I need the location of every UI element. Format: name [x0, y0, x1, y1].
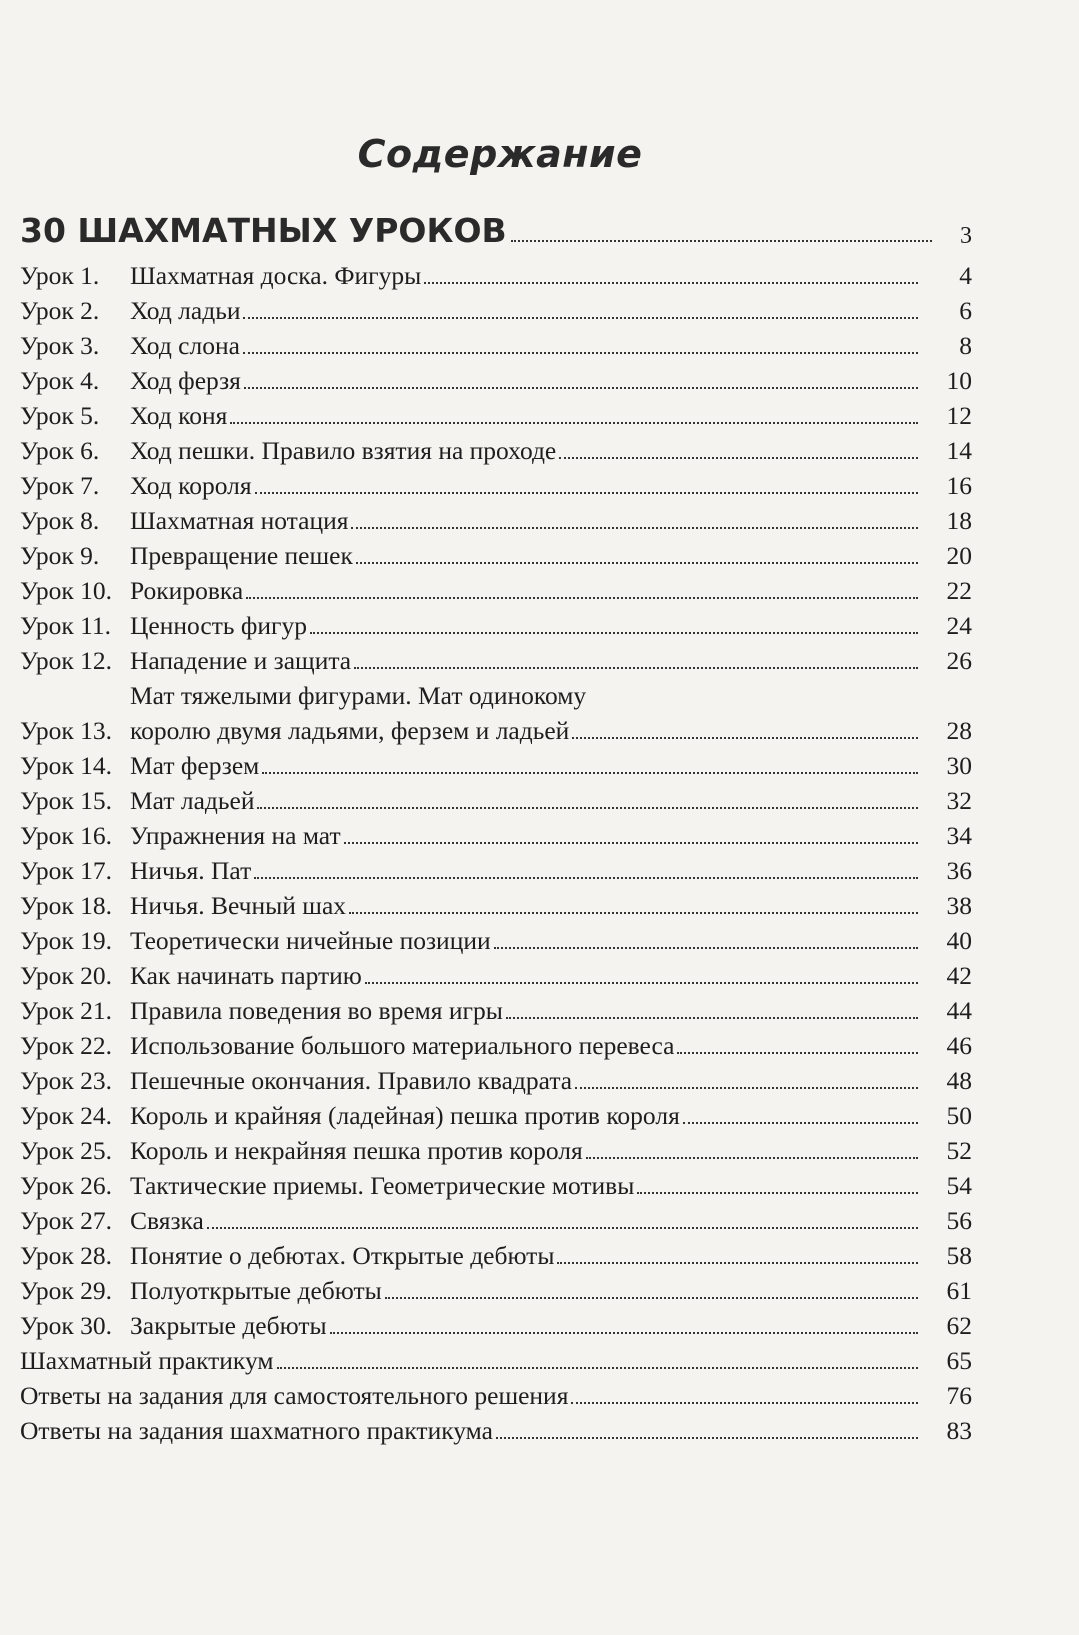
lesson-number: Урок 23. [20, 1066, 112, 1095]
page-number: 76 [946, 1381, 972, 1410]
dot-leader [557, 1262, 918, 1264]
lesson-title: Мат тяжелыми фигурами. Мат одинокому [130, 681, 587, 710]
toc-entry [20, 1063, 972, 1098]
lesson-number: Урок 15. [20, 786, 112, 815]
dot-leader [254, 877, 918, 879]
dot-leader [277, 1367, 919, 1369]
lesson-title: Связка [130, 1206, 204, 1235]
page-number: 61 [946, 1276, 972, 1305]
section-heading [20, 204, 972, 250]
entry-body [130, 993, 932, 1028]
lesson-title: Ход короля [130, 471, 252, 500]
toc-entry [20, 398, 972, 433]
lesson-number: Урок 21. [20, 996, 112, 1025]
page-number: 50 [946, 1101, 972, 1130]
dot-leader [349, 912, 918, 914]
entry-body [20, 1343, 932, 1378]
dot-leader [344, 842, 918, 844]
page-number: 6 [959, 296, 972, 325]
dot-leader [494, 947, 918, 949]
toc-entry [20, 678, 972, 748]
dot-leader [511, 240, 932, 242]
lesson-number: Урок 25. [20, 1136, 112, 1165]
lesson-title: Шахматная нотация [130, 506, 349, 535]
lesson-title: Ход коня [130, 401, 228, 430]
entry-body [130, 1063, 932, 1098]
toc-entry [20, 468, 972, 503]
table-of-contents [20, 258, 972, 1448]
lesson-title: Король и крайняя (ладейная) пешка против короля [130, 1101, 680, 1130]
entry-body [130, 678, 932, 748]
entry-body [130, 573, 932, 608]
dot-leader [572, 737, 918, 739]
lesson-number: Урок 4. [20, 366, 100, 395]
toc-entry [20, 888, 972, 923]
entry-body [130, 398, 932, 433]
dot-leader [365, 982, 918, 984]
lesson-number: Урок 11. [20, 611, 112, 640]
lesson-title: Мат ферзем [130, 751, 260, 780]
lesson-number: Урок 17. [20, 856, 112, 885]
entry-title: Шахматный практикум [20, 1346, 274, 1375]
page-number: 24 [946, 611, 972, 640]
toc-entry [20, 293, 972, 328]
lesson-title: Превращение пешек [130, 541, 353, 570]
entry-body [130, 1168, 932, 1203]
dot-leader [356, 562, 918, 564]
entry-body [130, 433, 932, 468]
lesson-number: Урок 7. [20, 471, 100, 500]
page-number: 42 [946, 961, 972, 990]
page-number: 16 [946, 471, 972, 500]
dot-leader [351, 527, 918, 529]
dot-leader [246, 597, 918, 599]
lesson-title: Ход пешки. Правило взятия на проходе [130, 436, 557, 465]
toc-entry [20, 573, 972, 608]
page-number: 48 [946, 1066, 972, 1095]
lesson-title: Упражнения на мат [130, 821, 341, 850]
page-number: 18 [946, 506, 972, 535]
toc-entry [20, 853, 972, 888]
dot-leader [354, 667, 918, 669]
entry-body [130, 503, 932, 538]
dot-leader [243, 352, 918, 354]
lesson-number: Урок 14. [20, 751, 112, 780]
lesson-number: Урок 27. [20, 1206, 112, 1235]
page-number: 38 [946, 891, 972, 920]
lesson-title: Полуоткрытые дебюты [130, 1276, 382, 1305]
lesson-title: Мат ладьей [130, 786, 255, 815]
dot-leader [571, 1402, 918, 1404]
entry-body [130, 888, 932, 923]
lesson-title: Рокировка [130, 576, 244, 605]
dot-leader [637, 1192, 918, 1194]
toc-entry [20, 1028, 972, 1063]
page-number: 20 [946, 541, 972, 570]
page-number: 54 [946, 1171, 972, 1200]
page-number: 12 [946, 401, 972, 430]
toc-entry [20, 1203, 972, 1238]
lesson-title: Ценность фигур [130, 611, 308, 640]
dot-leader [330, 1332, 918, 1334]
lesson-number: Урок 10. [20, 576, 112, 605]
toc-entry [20, 433, 972, 468]
dot-leader [230, 422, 918, 424]
lesson-title: Закрытые дебюты [130, 1311, 327, 1340]
lesson-title: Ход ферзя [130, 366, 241, 395]
page-number: 22 [946, 576, 972, 605]
entry-body [130, 1308, 932, 1343]
toc-entry [20, 328, 972, 363]
lesson-number: Урок 1. [20, 261, 100, 290]
entry-body [130, 293, 932, 328]
dot-leader [243, 317, 918, 319]
entry-body [130, 853, 932, 888]
lesson-number: Урок 2. [20, 296, 100, 325]
dot-leader [575, 1087, 918, 1089]
dot-leader [310, 632, 918, 634]
page-number: 44 [946, 996, 972, 1025]
entry-body [130, 923, 932, 958]
toc-entry [20, 1343, 972, 1378]
page-number: 14 [946, 436, 972, 465]
entry-body [130, 783, 932, 818]
page-number: 26 [946, 646, 972, 675]
entry-body [130, 1238, 932, 1273]
page-number: 28 [946, 716, 972, 745]
dot-leader [424, 282, 918, 284]
page-number: 52 [946, 1136, 972, 1165]
lesson-title: Использование большого материального перевеса [130, 1031, 675, 1060]
page-number: 4 [959, 261, 972, 290]
entry-body [130, 818, 932, 853]
toc-entry [20, 783, 972, 818]
toc-entry [20, 1378, 972, 1413]
dot-leader [683, 1122, 918, 1124]
entry-title: Ответы на задания шахматного практикума [20, 1416, 493, 1445]
lesson-number: Урок 6. [20, 436, 100, 465]
entry-title: Ответы на задания для самостоятельного решения [20, 1381, 569, 1410]
lesson-number: Урок 18. [20, 891, 112, 920]
toc-entry [20, 1413, 972, 1448]
page-number: 40 [946, 926, 972, 955]
lesson-number: Урок 24. [20, 1101, 112, 1130]
dot-leader [586, 1157, 918, 1159]
lesson-title: Шахматная доска. Фигуры [130, 261, 422, 290]
lesson-number: Урок 28. [20, 1241, 112, 1270]
lesson-title: Как начинать партию [130, 961, 362, 990]
lesson-title: Ничья. Вечный шах [130, 891, 347, 920]
dot-leader [244, 387, 918, 389]
lesson-title: Нападение и защита [130, 646, 352, 675]
page-number: 65 [946, 1346, 972, 1375]
entry-body [130, 328, 932, 363]
lesson-number: Урок 20. [20, 961, 112, 990]
entry-body [130, 538, 932, 573]
lesson-number: Урок 5. [20, 401, 100, 430]
entry-body [130, 1133, 932, 1168]
page-title: Содержание [357, 132, 643, 176]
toc-entry [20, 1168, 972, 1203]
entry-body [130, 363, 932, 398]
entry-body [130, 608, 932, 643]
page-number: 10 [946, 366, 972, 395]
page-number: 34 [946, 821, 972, 850]
lesson-number: Урок 16. [20, 821, 112, 850]
toc-entry [20, 258, 972, 293]
entry-body [20, 1378, 932, 1413]
lesson-title: Король и некрайняя пешка против короля [130, 1136, 583, 1165]
lesson-number: Урок 3. [20, 331, 100, 360]
toc-entry [20, 608, 972, 643]
toc-entry [20, 818, 972, 853]
dot-leader [677, 1052, 918, 1054]
section-title: 30 ШАХМАТНЫХ УРОКОВ [20, 211, 507, 250]
toc-entry [20, 1308, 972, 1343]
dot-leader [559, 457, 918, 459]
dot-leader [385, 1297, 918, 1299]
lesson-number: Урок 22. [20, 1031, 112, 1060]
lesson-title: Понятие о дебютах. Открытые дебюты [130, 1241, 555, 1270]
entry-body [130, 1098, 932, 1133]
page-number: 58 [946, 1241, 972, 1270]
toc-entry [20, 643, 972, 678]
lesson-title: Теоретически ничейные позиции [130, 926, 491, 955]
entry-body [130, 468, 932, 503]
lesson-title: Тактические приемы. Геометрические мотивы [130, 1171, 635, 1200]
toc-entry [20, 363, 972, 398]
toc-entry [20, 748, 972, 783]
entry-body [130, 258, 932, 293]
entry-body [130, 1273, 932, 1308]
lesson-number: Урок 19. [20, 926, 112, 955]
toc-entry [20, 1238, 972, 1273]
dot-leader [207, 1227, 918, 1229]
entry-body [130, 1203, 932, 1238]
page-number: 56 [946, 1206, 972, 1235]
dot-leader [506, 1017, 918, 1019]
dot-leader [255, 492, 918, 494]
entry-body [130, 748, 932, 783]
dot-leader [257, 807, 918, 809]
toc-entry [20, 993, 972, 1028]
toc-entry [20, 958, 972, 993]
toc-entry [20, 1098, 972, 1133]
entry-body [130, 643, 932, 678]
page-number: 30 [946, 751, 972, 780]
toc-entry [20, 1273, 972, 1308]
lesson-title: Ничья. Пат [130, 856, 252, 885]
page-number: 36 [946, 856, 972, 885]
section-page-number: 3 [960, 223, 972, 249]
lesson-number: Урок 29. [20, 1276, 112, 1305]
toc-entry [20, 1133, 972, 1168]
entry-body [20, 1413, 932, 1448]
lesson-title: Правила поведения во время игры [130, 996, 503, 1025]
page-number: 83 [946, 1416, 972, 1445]
lesson-title: Ход ладьи [130, 296, 241, 325]
lesson-number: Урок 12. [20, 646, 112, 675]
toc-entry [20, 538, 972, 573]
lesson-title: Ход слона [130, 331, 240, 360]
lesson-number: Урок 13. [20, 716, 112, 745]
lesson-title-continued: королю двумя ладьями, ферзем и ладьей [130, 716, 570, 745]
dot-leader [262, 772, 918, 774]
page-number: 46 [946, 1031, 972, 1060]
entry-body [130, 1028, 932, 1063]
page-number: 8 [959, 331, 972, 360]
lesson-title-continued-row [130, 713, 932, 748]
toc-entry [20, 923, 972, 958]
lesson-title: Пешечные окончания. Правило квадрата [130, 1066, 573, 1095]
lesson-number: Урок 30. [20, 1311, 112, 1340]
entry-body [130, 958, 932, 993]
page-number: 32 [946, 786, 972, 815]
entry-text-block [130, 678, 932, 748]
toc-entry [20, 503, 972, 538]
lesson-number: Урок 9. [20, 541, 100, 570]
dot-leader [496, 1437, 918, 1439]
page-number: 62 [946, 1311, 972, 1340]
lesson-number: Урок 26. [20, 1171, 112, 1200]
lesson-number: Урок 8. [20, 506, 100, 535]
